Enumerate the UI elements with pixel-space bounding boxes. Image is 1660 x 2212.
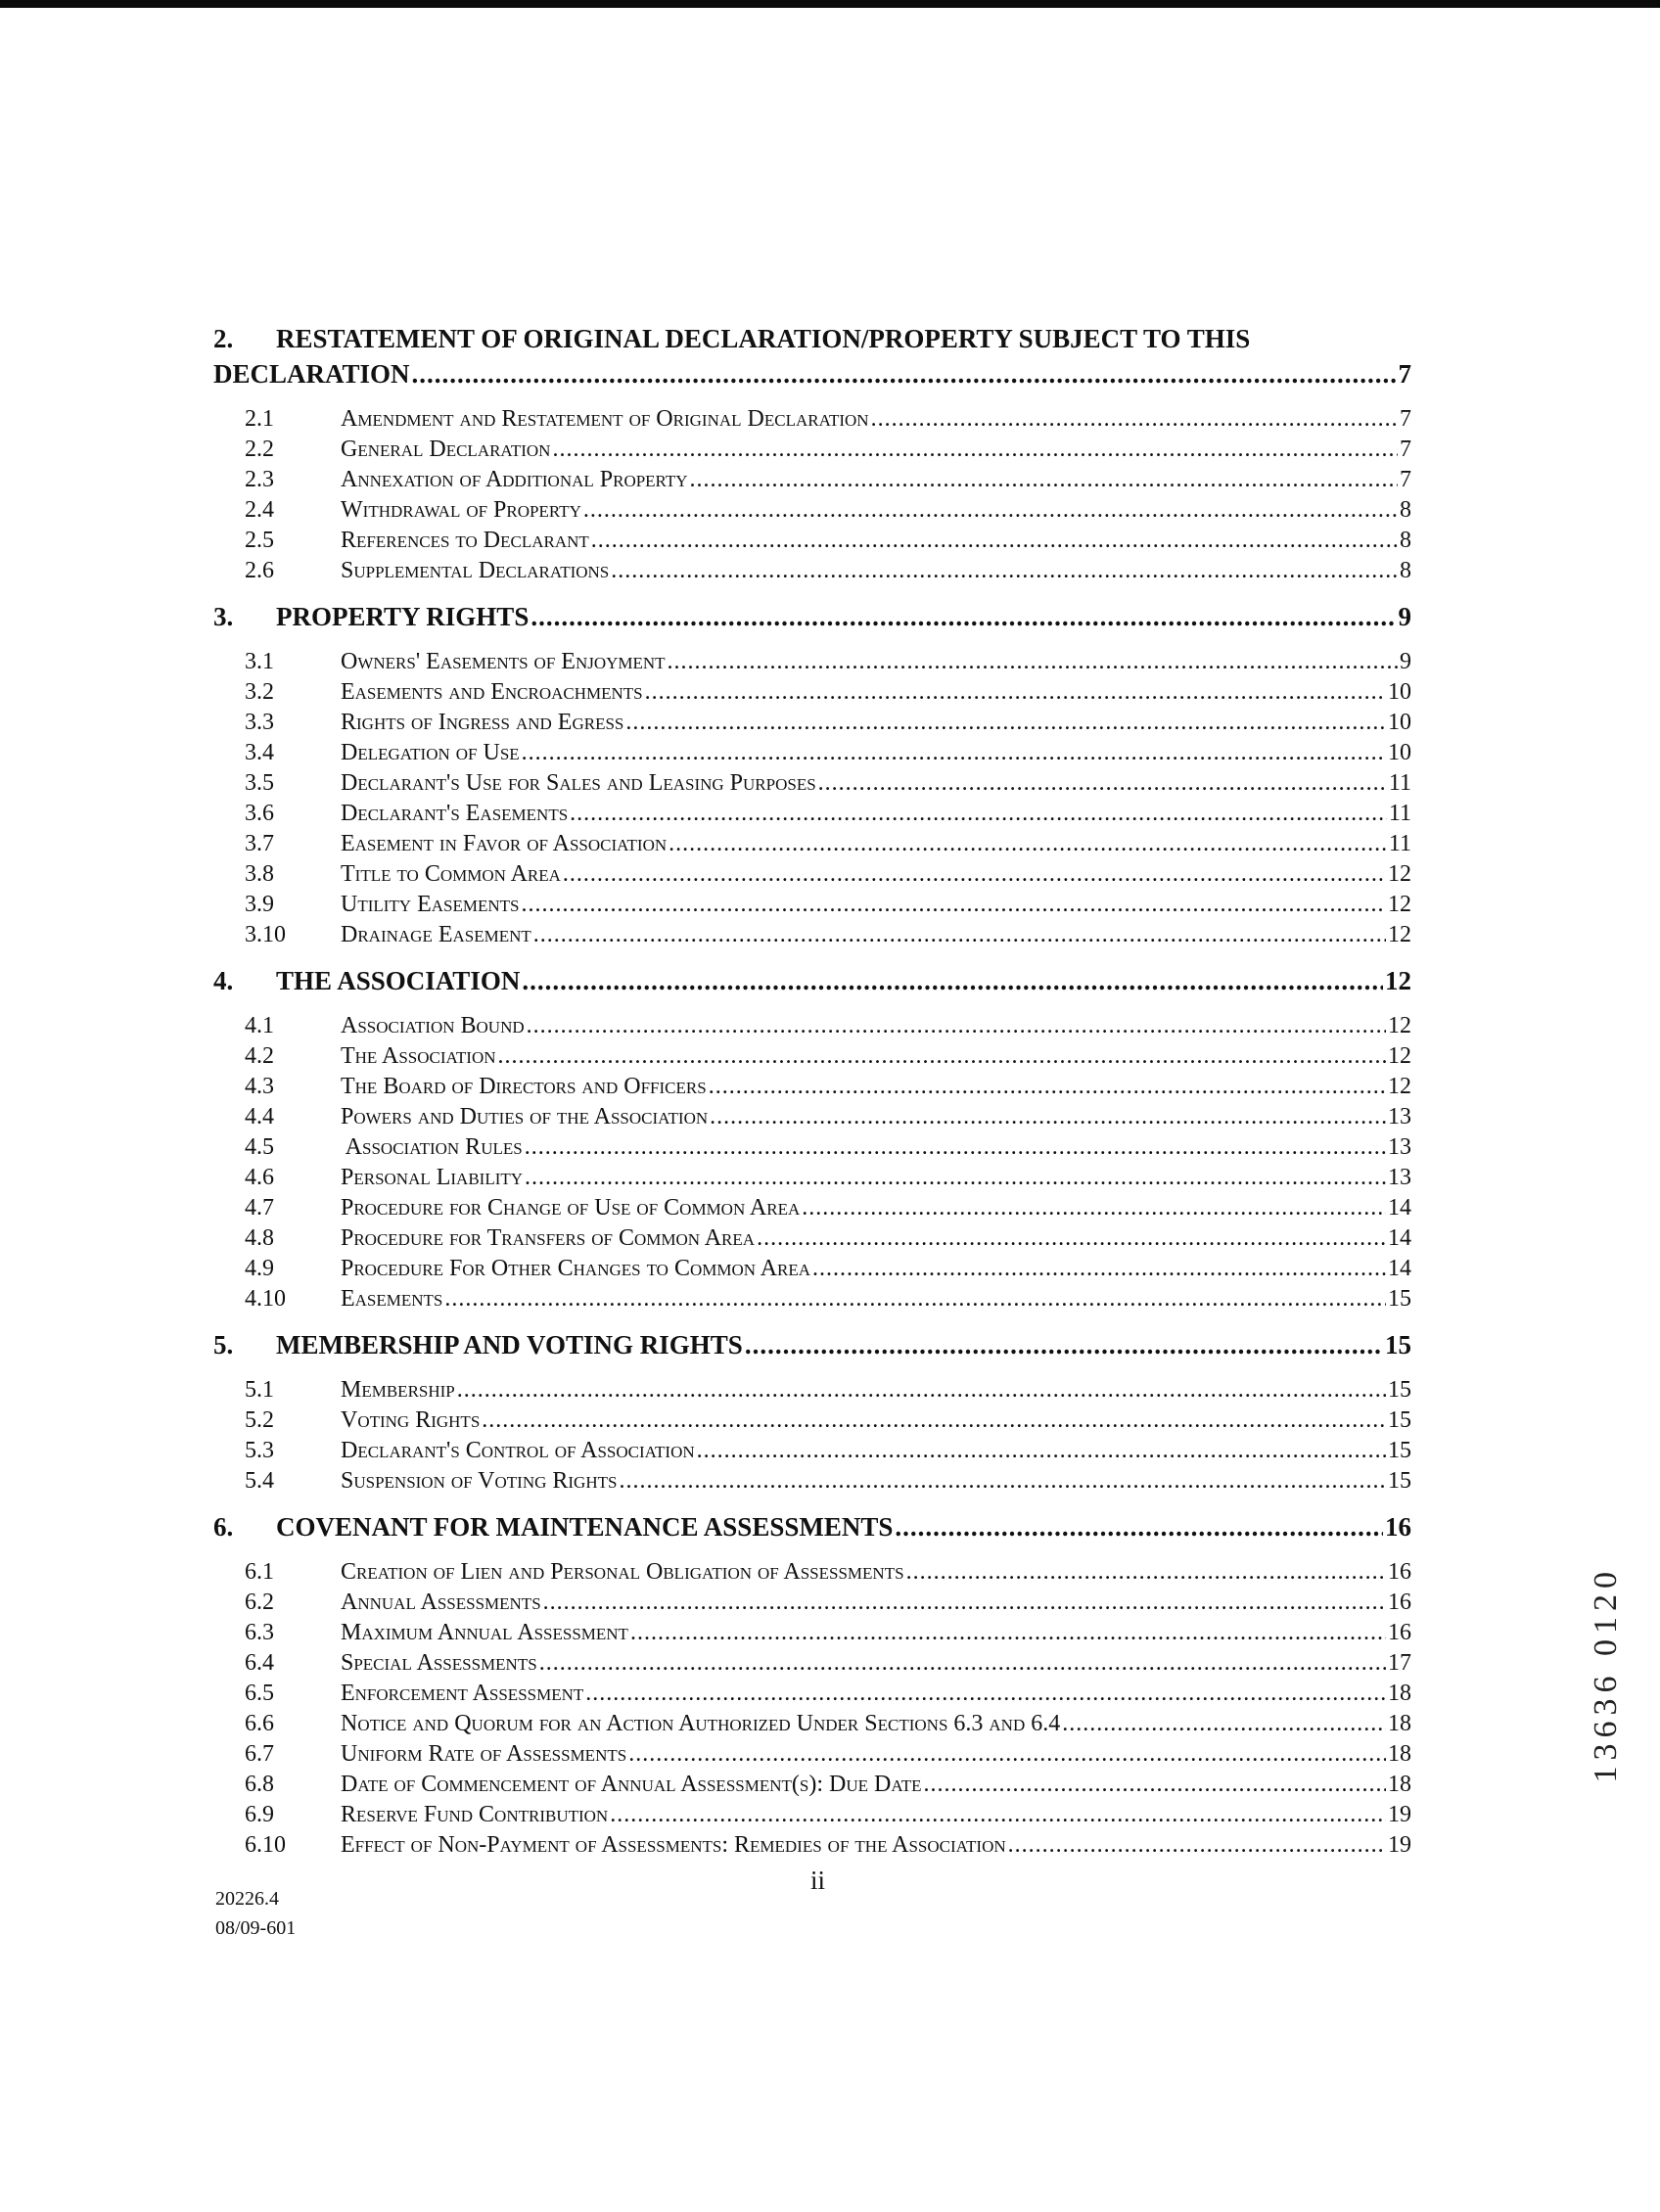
- section-title: COVENANT FOR MAINTENANCE ASSESSMENTS: [276, 1512, 894, 1542]
- toc-entry: [213, 799, 1411, 829]
- dot-leader: [709, 1072, 1386, 1102]
- entry-title: Powers and Duties of the Association: [341, 1104, 709, 1129]
- entry-title: Withdrawal of Property: [341, 497, 581, 523]
- section-number: 6.: [213, 1512, 234, 1542]
- entry-title: Creation of Lien and Personal Obligation of Assessments: [341, 1559, 904, 1585]
- section-heading: [213, 1509, 1411, 1544]
- entry-title: General Declaration: [341, 437, 551, 462]
- entry-page: 12: [1388, 1013, 1411, 1038]
- dot-leader: [611, 556, 1398, 586]
- toc-entry: [213, 859, 1411, 890]
- entry-title: Association Rules: [341, 1134, 523, 1160]
- entry-number: 2.4: [245, 497, 274, 523]
- entry-page: 18: [1388, 1681, 1411, 1706]
- entry-title: Declarant's Use for Sales and Leasing Purposes: [341, 770, 816, 796]
- entry-number: 6.9: [245, 1802, 274, 1827]
- entry-page: 15: [1388, 1468, 1411, 1494]
- toc-entry: [213, 1618, 1411, 1648]
- entry-title: Association Bound: [341, 1013, 525, 1038]
- subsection-list: [213, 404, 1411, 586]
- dot-leader: [818, 768, 1387, 799]
- toc-entry: [213, 1284, 1411, 1314]
- entry-number: 3.2: [245, 679, 274, 705]
- dot-leader: [619, 1466, 1386, 1497]
- dot-leader: [525, 1163, 1386, 1193]
- section-heading: [213, 963, 1411, 998]
- table-of-contents: [213, 321, 1411, 1873]
- entry-title: Enforcement Assessment: [341, 1681, 584, 1706]
- dot-leader: [1008, 1830, 1386, 1861]
- entry-number: 5.1: [245, 1377, 274, 1403]
- dot-leader: [610, 1800, 1386, 1830]
- toc-entry: [213, 1072, 1411, 1102]
- entry-page: 7: [1400, 406, 1411, 432]
- toc-entry: [213, 404, 1411, 435]
- entry-page: 19: [1388, 1832, 1411, 1858]
- subsection-list: [213, 1011, 1411, 1314]
- section-title: PROPERTY RIGHTS: [276, 602, 530, 631]
- entry-title: Declarant's Control of Association: [341, 1438, 695, 1463]
- dot-leader: [745, 1327, 1383, 1362]
- entry-title: References to Declarant: [341, 528, 589, 553]
- toc-entry: [213, 677, 1411, 708]
- entry-page: 13: [1388, 1165, 1411, 1190]
- entry-page: 12: [1388, 1074, 1411, 1099]
- toc-entry: [213, 1254, 1411, 1284]
- entry-title: Procedure for Transfers of Common Area: [341, 1225, 756, 1251]
- dot-leader: [525, 1132, 1386, 1163]
- entry-number: 3.6: [245, 801, 274, 826]
- toc-entry: [213, 1375, 1411, 1406]
- section-page: 7: [1398, 359, 1411, 389]
- entry-title: Procedure for Change of Use of Common Area: [341, 1195, 801, 1221]
- entry-page: 11: [1388, 801, 1411, 826]
- toc-entry: [213, 1041, 1411, 1072]
- dot-leader: [645, 677, 1386, 708]
- entry-page: 11: [1388, 831, 1411, 856]
- entry-title: Voting Rights: [341, 1407, 481, 1433]
- entry-page: 14: [1388, 1256, 1411, 1281]
- dot-leader: [530, 599, 1396, 634]
- toc-entry: [213, 1011, 1411, 1041]
- toc-entry: [213, 435, 1411, 465]
- entry-number: 6.6: [245, 1711, 274, 1736]
- toc-entry: [213, 1406, 1411, 1436]
- section-title-line2: DECLARATION: [213, 359, 410, 389]
- entry-number: 6.5: [245, 1681, 274, 1706]
- entry-page: 15: [1388, 1407, 1411, 1433]
- entry-title: Easement in Favor of Association: [341, 831, 668, 856]
- entry-title: The Association: [341, 1043, 496, 1069]
- subsection-list: [213, 647, 1411, 950]
- toc-entry: [213, 556, 1411, 586]
- entry-number: 5.2: [245, 1407, 274, 1433]
- section-page: 15: [1385, 1330, 1411, 1359]
- dot-leader: [522, 738, 1386, 768]
- dot-leader: [710, 1102, 1386, 1132]
- entry-page: 9: [1400, 649, 1411, 674]
- entry-number: 4.2: [245, 1043, 274, 1069]
- entry-number: 4.7: [245, 1195, 274, 1221]
- dot-leader: [482, 1406, 1386, 1436]
- toc-entry: [213, 495, 1411, 526]
- entry-number: 4.3: [245, 1074, 274, 1099]
- toc-entry: [213, 465, 1411, 495]
- entry-title: Reserve Fund Contribution: [341, 1802, 609, 1827]
- toc-entry: [213, 1679, 1411, 1709]
- entry-title: Owners' Easements of Enjoyment: [341, 649, 666, 674]
- entry-title: Personal Liability: [341, 1165, 524, 1190]
- toc-entry: [213, 708, 1411, 738]
- entry-number: 3.3: [245, 710, 274, 735]
- entry-title: Easements: [341, 1286, 443, 1312]
- entry-title: The Board of Directors and Officers: [341, 1074, 707, 1099]
- toc-entry: [213, 647, 1411, 677]
- dot-leader: [895, 1509, 1383, 1544]
- toc-entry: [213, 1132, 1411, 1163]
- dot-leader: [669, 829, 1387, 859]
- toc-entry: [213, 1466, 1411, 1497]
- entry-number: 6.8: [245, 1772, 274, 1797]
- entry-page: 7: [1400, 437, 1411, 462]
- entry-title: Amendment and Restatement of Original Declaration: [341, 406, 869, 432]
- dot-leader: [539, 1648, 1386, 1679]
- entry-page: 8: [1400, 528, 1411, 553]
- entry-number: 4.10: [245, 1286, 286, 1312]
- entry-page: 8: [1400, 558, 1411, 583]
- dot-leader: [628, 1739, 1386, 1770]
- entry-title: Maximum Annual Assessment: [341, 1620, 628, 1645]
- document-date-code: 08/09-601: [215, 1917, 297, 1939]
- entry-number: 3.5: [245, 770, 274, 796]
- entry-number: 6.2: [245, 1590, 274, 1615]
- dot-leader: [522, 963, 1383, 998]
- entry-number: 3.7: [245, 831, 274, 856]
- section-title: MEMBERSHIP AND VOTING RIGHTS: [276, 1330, 743, 1359]
- toc-entry: [213, 920, 1411, 950]
- entry-page: 10: [1388, 710, 1411, 735]
- entry-page: 12: [1388, 892, 1411, 917]
- toc-entry: [213, 768, 1411, 799]
- entry-number: 6.10: [245, 1832, 286, 1858]
- dot-leader: [563, 859, 1386, 890]
- dot-leader: [802, 1193, 1386, 1223]
- entry-number: 3.1: [245, 649, 274, 674]
- toc-entry: [213, 1223, 1411, 1254]
- entry-page: 13: [1388, 1104, 1411, 1129]
- dot-leader: [521, 890, 1386, 920]
- entry-number: 2.6: [245, 558, 274, 583]
- toc-entry: [213, 1163, 1411, 1193]
- section-title: THE ASSOCIATION: [276, 966, 521, 995]
- entry-page: 12: [1388, 922, 1411, 947]
- toc-entry: [213, 890, 1411, 920]
- dot-leader: [906, 1557, 1386, 1588]
- entry-page: 15: [1388, 1286, 1411, 1312]
- section-page: 16: [1385, 1512, 1411, 1542]
- dot-leader: [527, 1011, 1386, 1041]
- entry-title: Procedure For Other Changes to Common Area: [341, 1256, 811, 1281]
- dot-leader: [412, 356, 1397, 392]
- dot-leader: [444, 1284, 1386, 1314]
- entry-number: 3.4: [245, 740, 274, 765]
- entry-title: Notice and Quorum for an Action Authorized Under Sections 6.3 and 6.4: [341, 1711, 1061, 1736]
- section-number: 2.: [213, 324, 234, 353]
- dot-leader: [552, 435, 1398, 465]
- entry-number: 4.8: [245, 1225, 274, 1251]
- dot-leader: [812, 1254, 1386, 1284]
- dot-leader: [757, 1223, 1386, 1254]
- recording-stamp: 13636 0120: [1588, 1566, 1624, 1783]
- dot-leader: [923, 1770, 1386, 1800]
- section-heading: [213, 1327, 1411, 1362]
- entry-page: 14: [1388, 1225, 1411, 1251]
- entry-page: 15: [1388, 1438, 1411, 1463]
- entry-title: Easements and Encroachments: [341, 679, 643, 705]
- dot-leader: [1062, 1709, 1386, 1739]
- entry-page: 18: [1388, 1772, 1411, 1797]
- toc-entry: [213, 1648, 1411, 1679]
- toc-entry: [213, 1193, 1411, 1223]
- subsection-list: [213, 1557, 1411, 1861]
- dot-leader: [630, 1618, 1386, 1648]
- section-number: 3.: [213, 602, 234, 631]
- section-number: 5.: [213, 1330, 234, 1359]
- entry-page: 16: [1388, 1620, 1411, 1645]
- entry-page: 15: [1388, 1377, 1411, 1403]
- entry-page: 18: [1388, 1741, 1411, 1767]
- entry-title: Delegation of Use: [341, 740, 520, 765]
- subsection-list: [213, 1375, 1411, 1497]
- entry-number: 2.3: [245, 467, 274, 492]
- entry-page: 12: [1388, 1043, 1411, 1069]
- dot-leader: [583, 495, 1398, 526]
- toc-entry: [213, 1588, 1411, 1618]
- section-heading: [213, 599, 1411, 634]
- section-heading-line1: [213, 321, 1411, 356]
- section-number: 4.: [213, 966, 234, 995]
- entry-number: 4.1: [245, 1013, 274, 1038]
- document-code: 20226.4: [215, 1888, 279, 1910]
- entry-title: Membership: [341, 1377, 455, 1403]
- entry-page: 16: [1388, 1559, 1411, 1585]
- dot-leader: [570, 799, 1387, 829]
- entry-page: 18: [1388, 1711, 1411, 1736]
- dot-leader: [498, 1041, 1386, 1072]
- entry-title: Declarant's Easements: [341, 801, 569, 826]
- entry-title: Suspension of Voting Rights: [341, 1468, 618, 1494]
- entry-page: 11: [1388, 770, 1411, 796]
- toc-entry: [213, 1709, 1411, 1739]
- entry-page: 19: [1388, 1802, 1411, 1827]
- dot-leader: [690, 465, 1398, 495]
- entry-title: Special Assessments: [341, 1650, 537, 1676]
- toc-entry: [213, 1770, 1411, 1800]
- entry-number: 5.4: [245, 1468, 274, 1494]
- dot-leader: [625, 708, 1386, 738]
- entry-number: 4.9: [245, 1256, 274, 1281]
- entry-number: 2.2: [245, 437, 274, 462]
- entry-page: 12: [1388, 861, 1411, 887]
- entry-number: 3.10: [245, 922, 286, 947]
- entry-title: Uniform Rate of Assessments: [341, 1741, 627, 1767]
- toc-entry: [213, 1436, 1411, 1466]
- section-heading-line2: [213, 356, 1411, 392]
- page-number: ii: [810, 1866, 826, 1895]
- entry-page: 14: [1388, 1195, 1411, 1221]
- dot-leader: [697, 1436, 1386, 1466]
- entry-number: 6.3: [245, 1620, 274, 1645]
- toc-entry: [213, 829, 1411, 859]
- section-page: 9: [1398, 602, 1411, 631]
- entry-page: 10: [1388, 679, 1411, 705]
- toc-entry: [213, 1800, 1411, 1830]
- entry-title: Supplemental Declarations: [341, 558, 610, 583]
- entry-number: 4.5: [245, 1134, 274, 1160]
- toc-entry: [213, 1557, 1411, 1588]
- section-page: 12: [1385, 966, 1411, 995]
- dot-leader: [668, 647, 1398, 677]
- entry-page: 16: [1388, 1590, 1411, 1615]
- entry-title: Annexation of Additional Property: [341, 467, 688, 492]
- entry-title: Drainage Easement: [341, 922, 531, 947]
- entry-title: Rights of Ingress and Egress: [341, 710, 624, 735]
- entry-page: 7: [1400, 467, 1411, 492]
- entry-page: 17: [1388, 1650, 1411, 1676]
- entry-number: 3.8: [245, 861, 274, 887]
- toc-entry: [213, 738, 1411, 768]
- entry-number: 3.9: [245, 892, 274, 917]
- toc-entry: [213, 1102, 1411, 1132]
- toc-entry: [213, 526, 1411, 556]
- entry-number: 2.1: [245, 406, 274, 432]
- entry-title: Title to Common Area: [341, 861, 561, 887]
- entry-page: 8: [1400, 497, 1411, 523]
- entry-title: Date of Commencement of Annual Assessment(s): Due Date: [341, 1772, 922, 1797]
- entry-number: 6.7: [245, 1741, 274, 1767]
- entry-title: Annual Assessments: [341, 1590, 541, 1615]
- dot-leader: [871, 404, 1398, 435]
- entry-page: 13: [1388, 1134, 1411, 1160]
- dot-leader: [585, 1679, 1386, 1709]
- entry-number: 4.6: [245, 1165, 274, 1190]
- dot-leader: [543, 1588, 1386, 1618]
- dot-leader: [457, 1375, 1386, 1406]
- top-scan-border: [0, 0, 1660, 8]
- dot-leader: [533, 920, 1386, 950]
- toc-entry: [213, 1739, 1411, 1770]
- entry-number: 2.5: [245, 528, 274, 553]
- section-title-line1: RESTATEMENT OF ORIGINAL DECLARATION/PROPERTY SUBJECT TO THIS: [276, 324, 1251, 353]
- entry-title: Utility Easements: [341, 892, 520, 917]
- entry-title: Effect of Non-Payment of Assessments: Remedies of the Association: [341, 1832, 1006, 1858]
- entry-number: 5.3: [245, 1438, 274, 1463]
- entry-number: 4.4: [245, 1104, 274, 1129]
- dot-leader: [591, 526, 1398, 556]
- toc-entry: [213, 1830, 1411, 1861]
- entry-page: 10: [1388, 740, 1411, 765]
- entry-number: 6.4: [245, 1650, 274, 1676]
- entry-number: 6.1: [245, 1559, 274, 1585]
